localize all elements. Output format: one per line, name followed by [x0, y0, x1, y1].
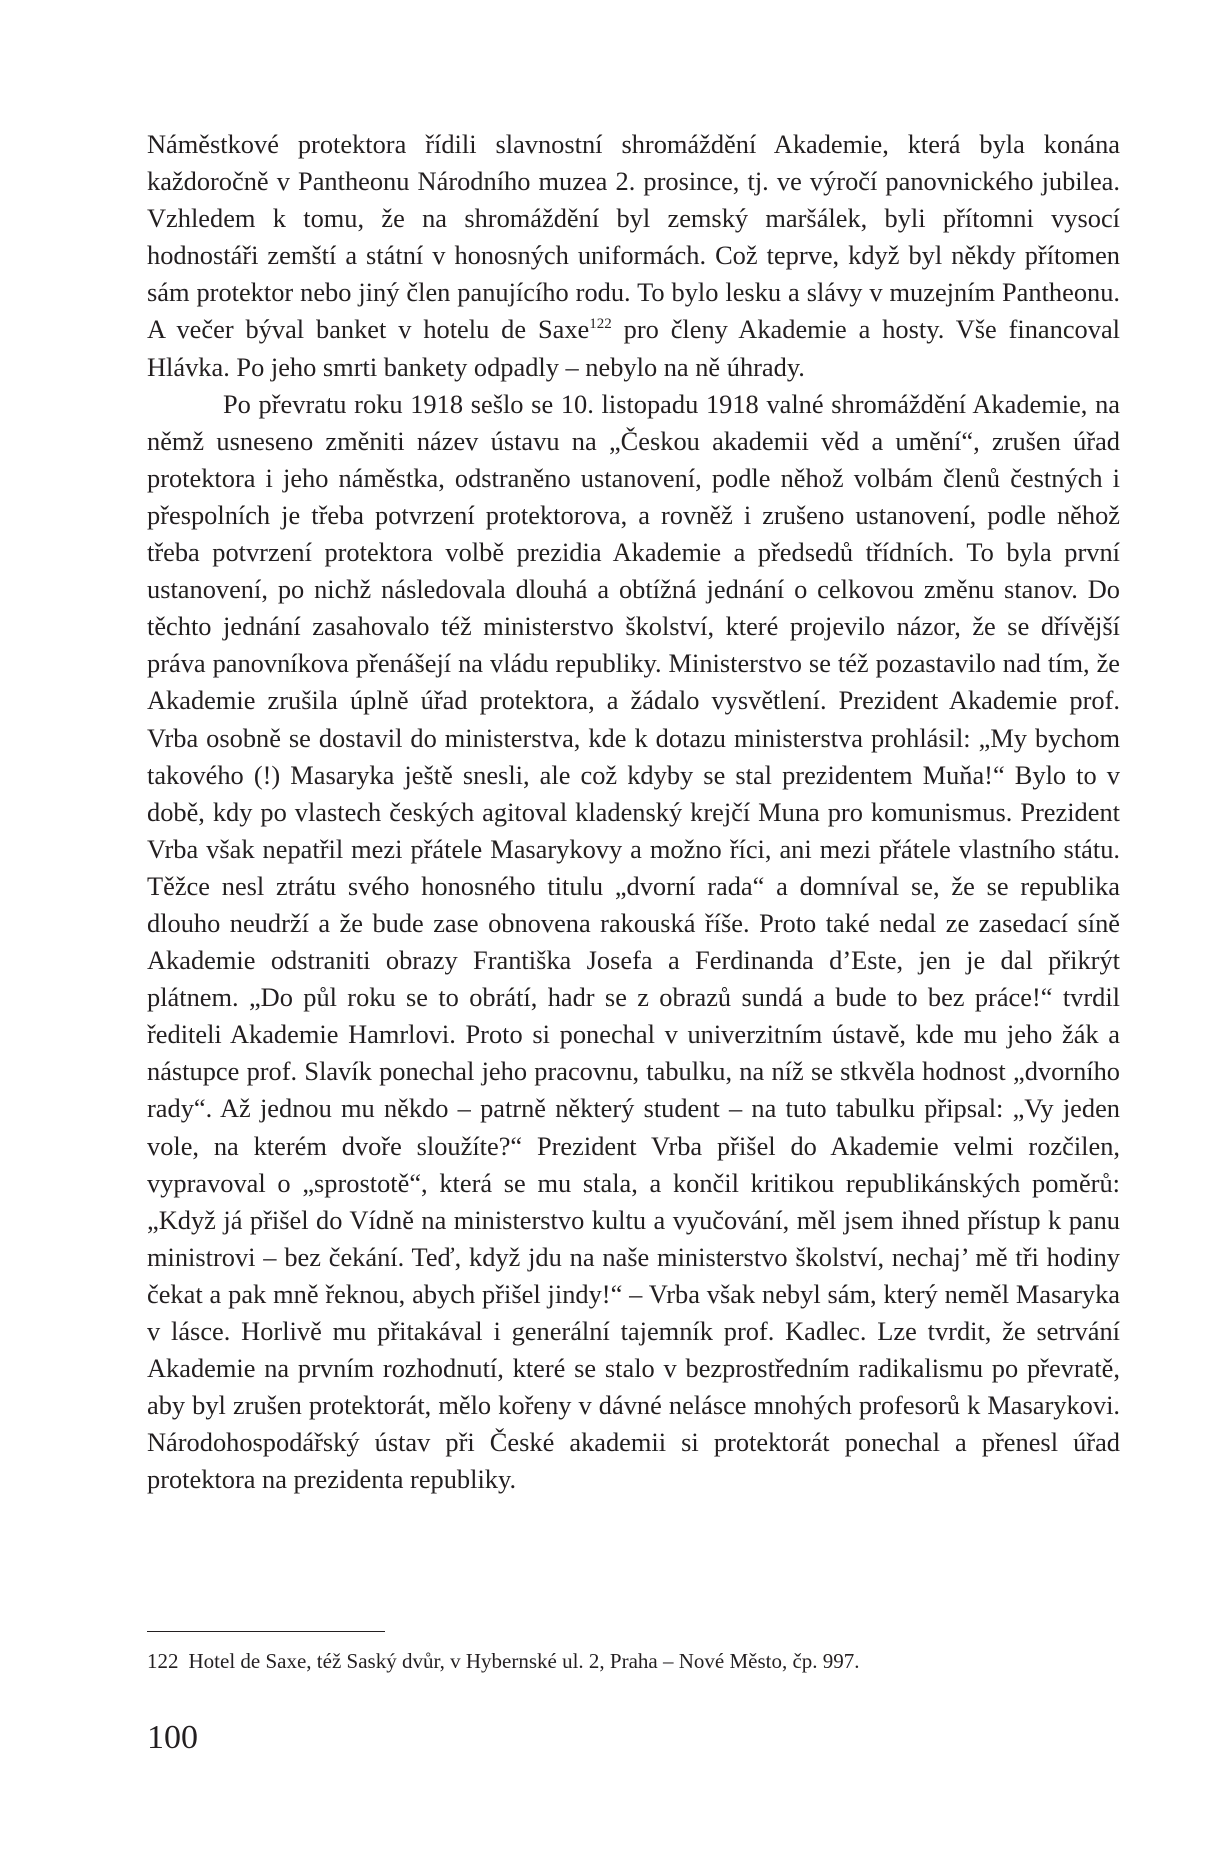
main-text	[147, 126, 1120, 1498]
paragraph-1-text-a: Náměstkové protektora řídili slavnostní shromáždění Akademie, která byla konána každoročně v Pantheonu Národního muzea 2. prosince, tj. ve výročí panovnického jubilea. Vzhledem k tomu, že na shromáždění byl zemský maršálek, byli přítomni vysocí hodnostáři zemští a státní v honosných uniformách. Což teprve, když byl někdy přítomen sám protektor nebo jiný člen panujícího rodu. To bylo lesku a slávy v muzejním Pantheonu. A večer býval banket v hotelu de Saxe	[147, 129, 1120, 345]
page-number: 100	[147, 1719, 198, 1756]
paragraph-2: Po převratu roku 1918 sešlo se 10. listopadu 1918 valné shromáždění Akademie, na němž usneseno změniti název ústavu na „Českou akademii věd a umění“, zrušen úřad protektora i jeho náměstka, odstraněno ustanovení, podle něhož volbám členů čestných i přespolních je třeba potvrzení protektorova, a rovněž i zrušeno ustanovení, podle něhož třeba potvrzení protektora volbě prezidia Akademie a předsedů třídních. To byla první ustanovení, po nichž následovala dlouhá a obtížná jednání o celkovou změnu stanov. Do těchto jednání zasahovalo též ministerstvo školství, které projevilo názor, že se dřívější práva panovníkova přenášejí na vládu republiky. Ministerstvo se též pozastavilo nad tím, že Akademie zrušila úplně úřad protektora, a žádalo vysvětlení. Prezident Akademie prof. Vrba osobně se dostavil do ministerstva, kde k dotazu ministerstva prohlásil: „My bychom takového (!) Masaryka ještě snesli, ale což kdyby se stal prezidentem Muňa!“ Bylo to v době, kdy po vlastech českých agitoval kladenský krejčí Muna pro komunismus. Prezident Vrba však nepatřil mezi přátele Masarykovy a možno říci, ani mezi přátele vlastního státu. Těžce nesl ztrátu svého honosného titulu „dvorní rada“ a domníval se, že se republika dlouho neudrží a že bude zase obnovena rakouská říše. Proto také nedal ze zasedací síně Akademie odstraniti obrazy Františka Josefa a Ferdinanda d’Este, jen je dal přikrýt plátnem. „Do půl roku se to obrátí, hadr se z obrazů sundá a bude to bez práce!“ tvrdil řediteli Akademie Hamrlovi. Proto si ponechal v univerzitním ústavě, kde mu jeho žák a nástupce prof. Slavík ponechal jeho pracovnu, tabulku, na níž se stkvěla hodnost „dvorního rady“. Až jednou mu někdo – patrně některý student – na tuto tabulku připsal: „Vy jeden vole, na kterém dvoře sloužíte?“ Prezident Vrba přišel do Akademie velmi rozčilen, vypravoval o „sprostotě“, která se mu stala, a končil kritikou republikánských poměrů: „Když já přišel do Vídně na ministerstvo kultu a vyučování, měl jsem ihned přístup k panu ministrovi – bez čekání. Teď, když jdu na naše ministerstvo školství, nechaj’ mě tři hodiny čekat a pak mně řeknou, abych přišel jindy!“ – Vrba však nebyl sám, který neměl Masaryka v lásce. Horlivě mu přitakával i generální tajemník prof. Kadlec. Lze tvrdit, že setrvání Akademie na prvním rozhodnutí, které se stalo v bezprostředním radikalismu po převratě, aby byl zrušen protektorát, mělo kořeny v dávné nelásce mnohých profesorů k Masarykovi. Národohospodářský ústav při České akademii si protektorát ponechal a přenesl úřad protektora na prezidenta republiky.	[147, 388, 1120, 1495]
footnote-reference[interactable]: 122	[589, 316, 612, 333]
footnote-divider	[147, 1631, 385, 1632]
footnote-text: Hotel de Saxe, též Saský dvůr, v Hybernské ul. 2, Praha – Nové Město, čp. 997.	[188, 1649, 860, 1673]
paragraph-1-text-b: pro členy Akademie a hosty. Vše financoval Hlávka. Po jeho smrti bankety odpadly – nebylo na ně úhrady.	[147, 314, 1120, 382]
footnote-number: 122	[147, 1649, 179, 1673]
paragraph-1	[147, 126, 1120, 386]
footnote	[147, 1646, 1120, 1676]
